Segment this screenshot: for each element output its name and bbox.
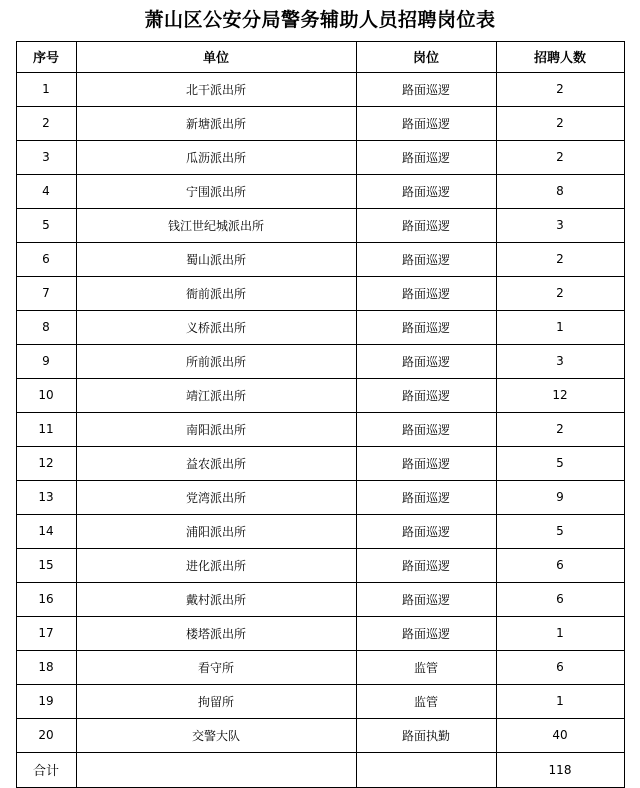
table-body — [16, 72, 624, 787]
cell-index: 2 — [16, 106, 76, 140]
cell-unit: 蜀山派出所 — [76, 242, 356, 276]
cell-unit: 所前派出所 — [76, 344, 356, 378]
cell-post: 路面巡逻 — [356, 310, 496, 344]
cell-count: 2 — [496, 72, 624, 106]
cell-post: 路面巡逻 — [356, 548, 496, 582]
cell-post: 路面巡逻 — [356, 480, 496, 514]
cell-post: 路面巡逻 — [356, 514, 496, 548]
cell-unit: 义桥派出所 — [76, 310, 356, 344]
cell-post: 路面巡逻 — [356, 242, 496, 276]
cell-count: 3 — [496, 344, 624, 378]
table-row — [16, 72, 624, 106]
cell-unit: 北干派出所 — [76, 72, 356, 106]
cell-index: 3 — [16, 140, 76, 174]
cell-unit: 楼塔派出所 — [76, 616, 356, 650]
page-title: 萧山区公安分局警务辅助人员招聘岗位表 — [144, 9, 496, 31]
cell-unit: 南阳派出所 — [76, 412, 356, 446]
cell-index: 18 — [16, 650, 76, 684]
cell-unit: 益农派出所 — [76, 446, 356, 480]
cell-total-label: 合计 — [16, 752, 76, 787]
table-row — [16, 582, 624, 616]
cell-unit: 靖江派出所 — [76, 378, 356, 412]
table-row — [16, 242, 624, 276]
cell-count: 2 — [496, 276, 624, 310]
cell-post: 路面巡逻 — [356, 140, 496, 174]
cell-count: 1 — [496, 616, 624, 650]
cell-index: 17 — [16, 616, 76, 650]
cell-unit: 宁围派出所 — [76, 174, 356, 208]
cell-post: 路面巡逻 — [356, 582, 496, 616]
cell-count: 3 — [496, 208, 624, 242]
cell-index: 12 — [16, 446, 76, 480]
recruitment-positions-table — [16, 41, 625, 788]
cell-post: 路面巡逻 — [356, 344, 496, 378]
cell-index: 5 — [16, 208, 76, 242]
cell-index: 14 — [16, 514, 76, 548]
table-row — [16, 276, 624, 310]
cell-post: 监管 — [356, 650, 496, 684]
column-header-post: 岗位 — [356, 41, 496, 72]
cell-unit: 交警大队 — [76, 718, 356, 752]
table-row — [16, 412, 624, 446]
table-row — [16, 208, 624, 242]
cell-unit: 拘留所 — [76, 684, 356, 718]
cell-unit: 新塘派出所 — [76, 106, 356, 140]
cell-index: 11 — [16, 412, 76, 446]
cell-post: 监管 — [356, 684, 496, 718]
table-row — [16, 140, 624, 174]
cell-count: 5 — [496, 514, 624, 548]
table-row — [16, 514, 624, 548]
cell-index: 19 — [16, 684, 76, 718]
cell-post: 路面巡逻 — [356, 412, 496, 446]
cell-index: 4 — [16, 174, 76, 208]
cell-index: 1 — [16, 72, 76, 106]
cell-unit: 戴村派出所 — [76, 582, 356, 616]
cell-index: 13 — [16, 480, 76, 514]
table-row — [16, 310, 624, 344]
cell-count: 6 — [496, 650, 624, 684]
table-row — [16, 344, 624, 378]
table-row — [16, 174, 624, 208]
cell-index: 15 — [16, 548, 76, 582]
cell-unit: 浦阳派出所 — [76, 514, 356, 548]
table-row — [16, 684, 624, 718]
table-row — [16, 106, 624, 140]
cell-count: 9 — [496, 480, 624, 514]
cell-post: 路面巡逻 — [356, 446, 496, 480]
cell-count: 1 — [496, 684, 624, 718]
cell-count: 40 — [496, 718, 624, 752]
cell-count: 6 — [496, 582, 624, 616]
cell-unit: 进化派出所 — [76, 548, 356, 582]
column-header-unit: 单位 — [76, 41, 356, 72]
cell-count: 2 — [496, 106, 624, 140]
table-row — [16, 446, 624, 480]
cell-unit: 看守所 — [76, 650, 356, 684]
table-row — [16, 378, 624, 412]
cell-index: 6 — [16, 242, 76, 276]
cell-post: 路面巡逻 — [356, 616, 496, 650]
cell-index: 10 — [16, 378, 76, 412]
cell-count: 2 — [496, 140, 624, 174]
table-header-row — [16, 41, 624, 72]
cell-post: 路面执勤 — [356, 718, 496, 752]
cell-index: 9 — [16, 344, 76, 378]
cell-count: 6 — [496, 548, 624, 582]
cell-count: 12 — [496, 378, 624, 412]
cell-total-count: 118 — [496, 752, 624, 787]
table-row — [16, 480, 624, 514]
cell-post: 路面巡逻 — [356, 106, 496, 140]
cell-post: 路面巡逻 — [356, 174, 496, 208]
table-row — [16, 650, 624, 684]
cell-post: 路面巡逻 — [356, 208, 496, 242]
cell-post: 路面巡逻 — [356, 72, 496, 106]
cell-unit: 钱江世纪城派出所 — [76, 208, 356, 242]
cell-unit: 党湾派出所 — [76, 480, 356, 514]
cell-count: 5 — [496, 446, 624, 480]
cell-total-unit — [76, 752, 356, 787]
column-header-index: 序号 — [16, 41, 76, 72]
cell-unit: 衙前派出所 — [76, 276, 356, 310]
column-header-count: 招聘人数 — [496, 41, 624, 72]
cell-count: 8 — [496, 174, 624, 208]
table-row — [16, 616, 624, 650]
cell-index: 7 — [16, 276, 76, 310]
cell-count: 1 — [496, 310, 624, 344]
cell-total-post — [356, 752, 496, 787]
cell-index: 20 — [16, 718, 76, 752]
cell-post: 路面巡逻 — [356, 276, 496, 310]
table-row — [16, 718, 624, 752]
cell-unit: 瓜沥派出所 — [76, 140, 356, 174]
cell-count: 2 — [496, 412, 624, 446]
table-header — [16, 41, 624, 72]
cell-post: 路面巡逻 — [356, 378, 496, 412]
cell-index: 16 — [16, 582, 76, 616]
cell-index: 8 — [16, 310, 76, 344]
table-row — [16, 548, 624, 582]
cell-count: 2 — [496, 242, 624, 276]
table-total-row — [16, 752, 624, 787]
